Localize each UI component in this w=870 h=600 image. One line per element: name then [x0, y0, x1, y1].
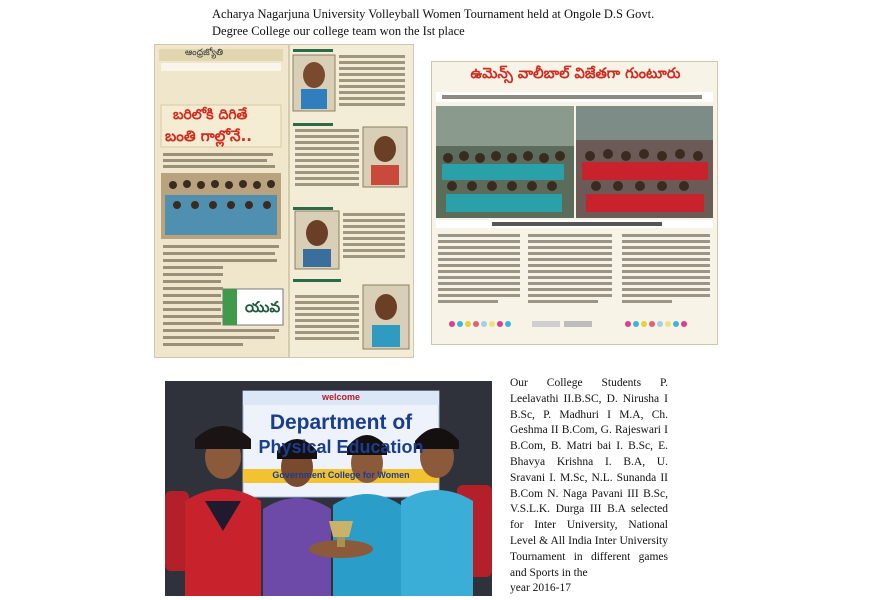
clipping-left-headline-1: బరిలోకి దిగితే: [173, 107, 248, 123]
newspaper-clipping-left: [155, 45, 413, 357]
newspaper-clipping-right: [432, 62, 717, 344]
clipping-left-art: [155, 45, 413, 357]
caption-line-1: Acharya Nagarjuna University Volleyball Women Tournament held at Ongole D.S Govt.: [212, 7, 655, 21]
clipping-left-masthead: ఆంధ్రజ్యోతి: [185, 48, 224, 58]
clipping-right-headline: ఉమెన్స్ వాలీబాల్ విజేతగా గుంటూరు: [470, 66, 681, 82]
banner-line-3: Government College for Women: [272, 470, 410, 480]
clipping-left-headline-2: బంతి గాల్లోనే..: [165, 127, 252, 145]
yuva-logo: యువ: [245, 298, 281, 316]
students-paragraph-tail: year 2016-17: [510, 582, 571, 595]
banner-line-2: Physical Education: [258, 437, 424, 457]
banner-line-1: Department of: [269, 411, 413, 434]
students-paragraph-text: Our College Students P. Leelavathi II.B.SC, D. Nirusha I B.Sc, P. Madhuri I M.A, Ch. Geshma II B.Com, G. Rajeswari I B.Com, B. Matri bai I. B.Sc, E. Bhavya Krishna I. B.A, U. Sravani I. M.Sc, N.L. Sunanda II B.Com N. Naga Pavani III B.Sc, V.S.L.K. Durga III B.A selected for Inter University, National Level & All India Inter University Tournament in different games and Sports in the: [510, 377, 668, 579]
banner-welcome-text: welcome: [321, 392, 361, 402]
team-photo: [165, 381, 492, 596]
students-paragraph: [510, 376, 668, 597]
caption-line-2: Degree College our college team won the Ist place: [212, 24, 465, 38]
page-caption: [212, 6, 712, 40]
clipping-right-art: [432, 62, 717, 344]
